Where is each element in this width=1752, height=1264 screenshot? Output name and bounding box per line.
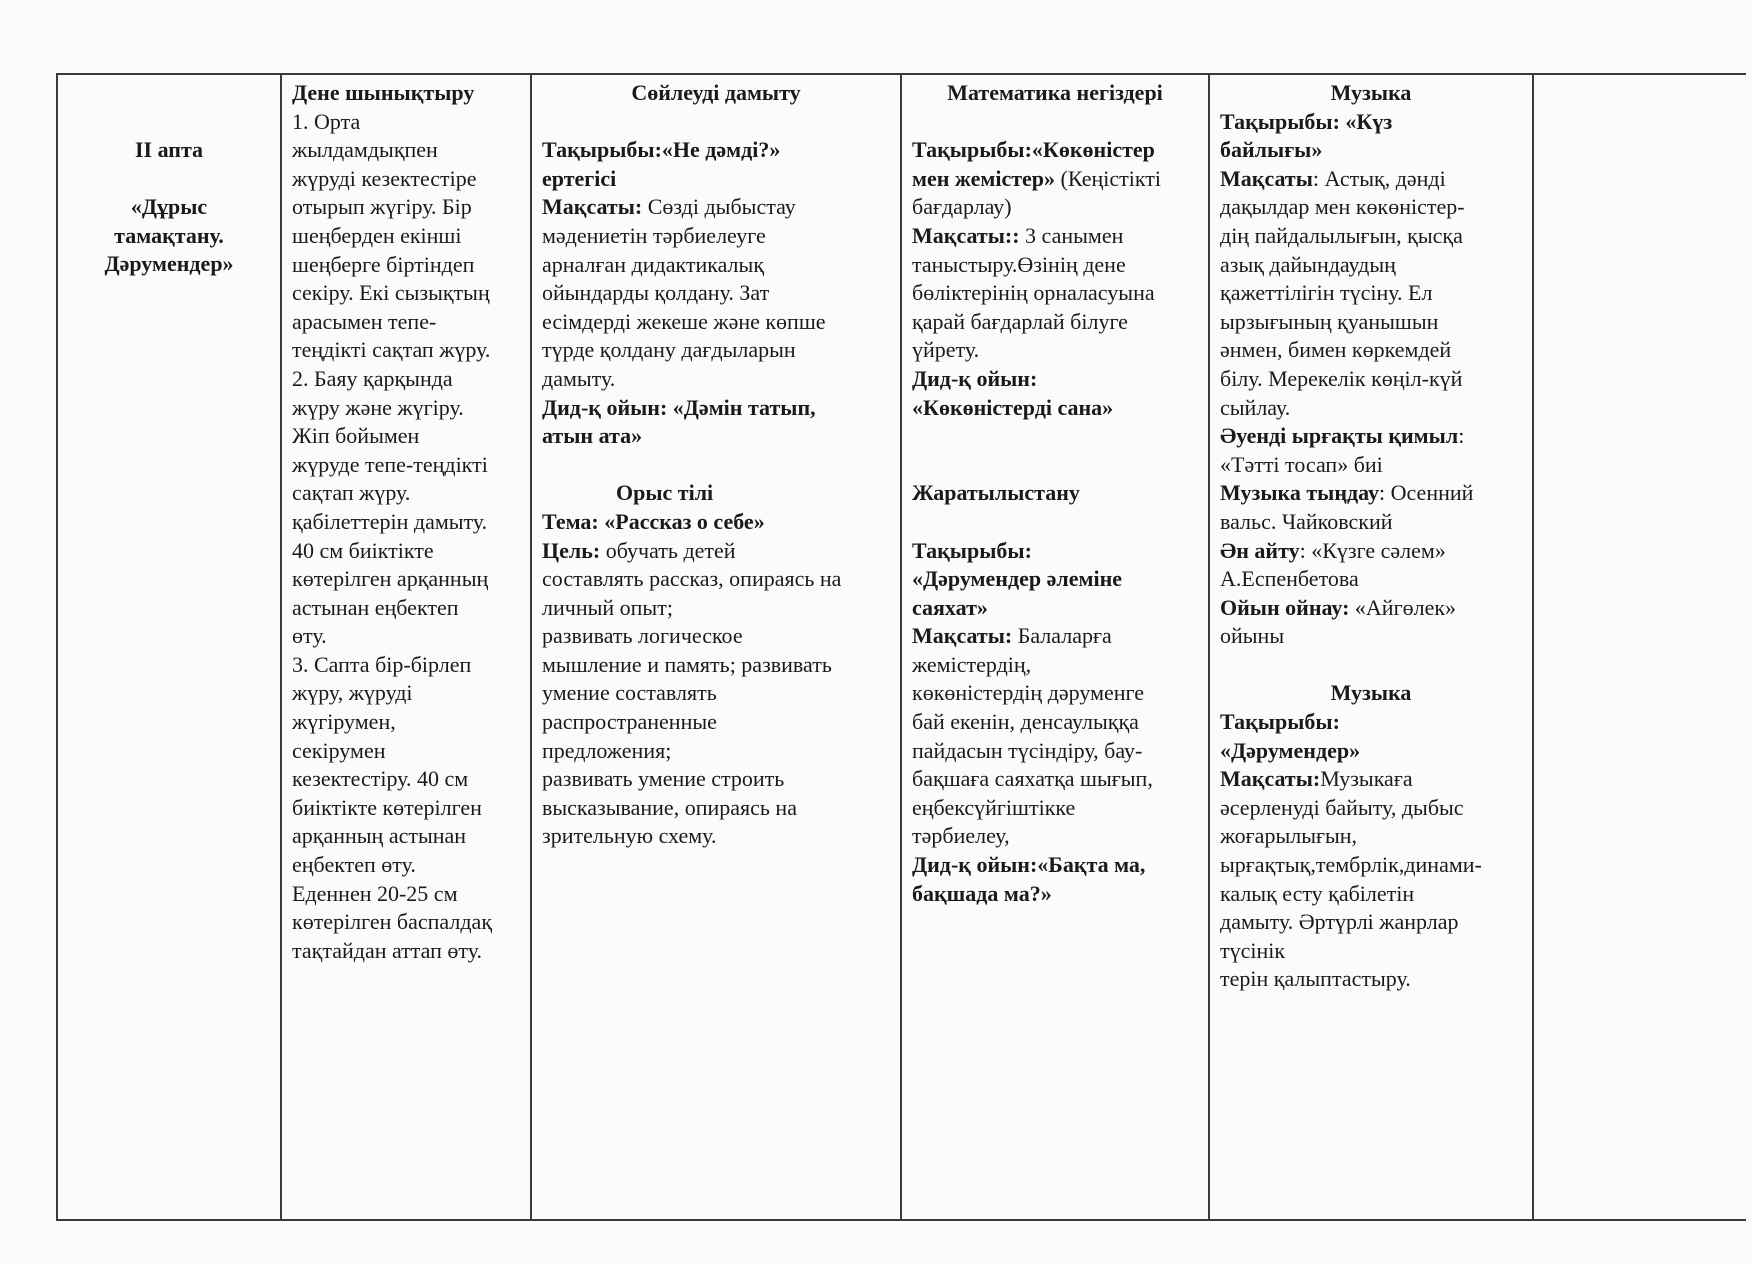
- text-line: сақтап жүру.: [292, 480, 411, 506]
- column-title-2: Музыка: [1330, 680, 1412, 706]
- game-line: Дид-қ ойын: «Дәмін татып,: [542, 394, 816, 420]
- science-title: Жаратылыстану: [912, 480, 1080, 506]
- physical-education-column: [280, 75, 532, 1219]
- week-theme-line-2: тамақтану.: [114, 222, 224, 248]
- week-label: II апта: [134, 137, 204, 162]
- text-line: кезектестіру. 40 см: [292, 766, 469, 792]
- text-line: жүруді кезектестіре: [292, 165, 477, 191]
- week-column: [58, 75, 282, 1219]
- physical-education-text: [292, 108, 520, 966]
- text-line: теңдікті сақтап жүру.: [292, 337, 491, 363]
- topic-line: Тақырыбы:«Не дәмді?»: [542, 137, 781, 163]
- text-line: 40 см биіктікте: [292, 537, 434, 563]
- listen-label: Музыка тыңдау: [1220, 480, 1380, 506]
- text-line: шеңберге біртіндеп: [292, 251, 475, 277]
- column-title: Математика негіздері: [947, 80, 1163, 105]
- column-title: Музыка: [1330, 80, 1412, 105]
- text-line: тақтайдан аттап өту.: [292, 937, 483, 963]
- column-title: Дене шынықтыру: [292, 80, 475, 105]
- text-line: астынан еңбектеп: [292, 594, 459, 620]
- empty-column: [1532, 75, 1746, 1219]
- goal2-label: Мақсаты:: [912, 623, 1013, 649]
- text-line: қабілеттерін дамыту.: [292, 508, 488, 534]
- text-line: арқанның астынан: [292, 823, 467, 849]
- text-line: жүру және жүгіру.: [292, 394, 464, 420]
- text-line: еңбектеп өту.: [292, 852, 416, 878]
- topic2-label: Тақырыбы:: [1220, 709, 1340, 735]
- play-label: Ойын ойнау:: [1220, 594, 1350, 620]
- text-line: көтерілген арқанның: [292, 566, 489, 592]
- aim-label: Цель:: [542, 537, 601, 563]
- music-column: Музыка Тақырыбы: «Күз байлығы» Мақсаты: Астық, дәнді дақылдар мен көкөністер- дің пайдалылығын, қысқа азық дайындаудың қажеттілігін түсіну. Ел ырзығының қуанышын әнмен, бимен көркемдей білу. Мерекелік көңіл-күй сыйлау. Әуенді ырғақты қимыл: «Тәтті тосап» биі Музыка тыңдау: Осенний вальс. Чайковский Ән айту: «Күзге сәлем» А.Еспенбетова Ойын ойнау: «Айгөлек» ойыны Музыка Тақырыбы: «Дәрумендер» Мақсаты:Музыкаға әсерленуді байыту, дыбыс жоғарылығын, ырғақтық,тембрлік,динами- калық есту қабілетін дамыту. Әртүрлі жанрлар түсінік терін қалыптастыру.: [1208, 75, 1534, 1219]
- text-line: арасымен тепе-: [292, 308, 437, 334]
- goal-label: Мақсаты::: [912, 222, 1020, 248]
- topic2-value: «Дәрумендер»: [1220, 737, 1361, 763]
- sing-label: Ән айту: [1220, 537, 1300, 563]
- plan-table: [56, 73, 1746, 1221]
- text-line: секірумен: [292, 737, 386, 763]
- game-label: Дид-қ ойын:: [912, 365, 1038, 391]
- topic2-label: Тақырыбы:: [912, 537, 1032, 563]
- theme-line: Тема: «Рассказ о себе»: [542, 508, 765, 534]
- text-line: секіру. Екі сызықтың: [292, 280, 490, 306]
- text-line: биіктікте көтерілген: [292, 794, 482, 820]
- game-value: «Көкөністерді сана»: [912, 394, 1114, 420]
- column-title: Сөйлеуді дамыту: [631, 80, 801, 105]
- text-line: Жіп бойымен: [292, 423, 420, 449]
- goal-label: Мақсаты:: [542, 194, 643, 220]
- text-line: отырып жүгіру. Бір: [292, 194, 472, 220]
- topic-line: Тақырыбы: «Күз: [1220, 108, 1393, 134]
- goal2-label: Мақсаты:: [1220, 766, 1321, 792]
- text-line: 2. Баяу қарқында: [292, 365, 453, 391]
- text-line: көтерілген баспалдақ: [292, 909, 493, 935]
- russian-title: Орыс тілі: [616, 480, 714, 506]
- text-line: өту.: [292, 623, 327, 649]
- text-line: шеңберден екінші: [292, 222, 462, 248]
- topic-line: Тақырыбы:«Көкөністер: [912, 137, 1155, 163]
- week-theme-line-3: Дәрумендер»: [104, 251, 234, 277]
- math-column: Математика негіздері Тақырыбы:«Көкөністер мен жемістер» (Кеңістікті бағдарлау) Мақсаты:: 3 санымен таныстыру.Өзінің дене бөліктерінің орналасуына қарай бағдарлай білуге үйрету. Дид-қ ойын: «Көкөністерді сана» Жаратылыстану Тақырыбы: «Дәрумендер әлеміне саяхат» Мақсаты: Балаларға жемістердің, көкөністердің дәруменге бай екенін, денсаулыққа пайдасын түсіндіру, бау- бақшаға саяхатқа шығып, еңбексүйгіштікке тәрбиелеу, Дид-қ ойын:«Бақта ма, бақшада ма?»: [900, 75, 1210, 1219]
- week-theme-line-1: «Дұрыс: [130, 194, 208, 220]
- goal-label: Мақсаты: [1220, 165, 1313, 191]
- text-line: 1. Орта: [292, 108, 361, 134]
- text-line: жылдамдықпен: [292, 137, 438, 163]
- speech-development-column: Сөйлеуді дамыту Тақырыбы:«Не дәмді?» ертегісі Мақсаты: Сөзді дыбыстау мәдениетін тәрбиелеуге арналған дидактикалық ойындарды қолдану. Зат есімдерді жекеше және көпше түрде қолдану дағдыларын дамыту. Дид-қ ойын: «Дәмін татып, атын ата» Орыс тілі Тема: «Рассказ о себе» Цель: обучать детей составлять рассказ, опираясь на личный опыт; развивать логическое мышление и память; развивать умение составлять распространенные предложения; развивать умение строить высказывание, опираясь на зрительную схему.: [530, 75, 902, 1219]
- text-line: 3. Сапта бір-бірлеп: [292, 651, 472, 677]
- text-line: жүру, жүруді: [292, 680, 413, 706]
- text-line: жүгірумен,: [292, 709, 396, 735]
- game2-line: Дид-қ ойын:«Бақта ма,: [912, 852, 1146, 878]
- dance-label: Әуенді ырғақты қимыл: [1220, 423, 1459, 449]
- text-line: Еденнен 20-25 см: [292, 880, 458, 906]
- text-line: жүруде тепе-теңдікті: [292, 451, 488, 477]
